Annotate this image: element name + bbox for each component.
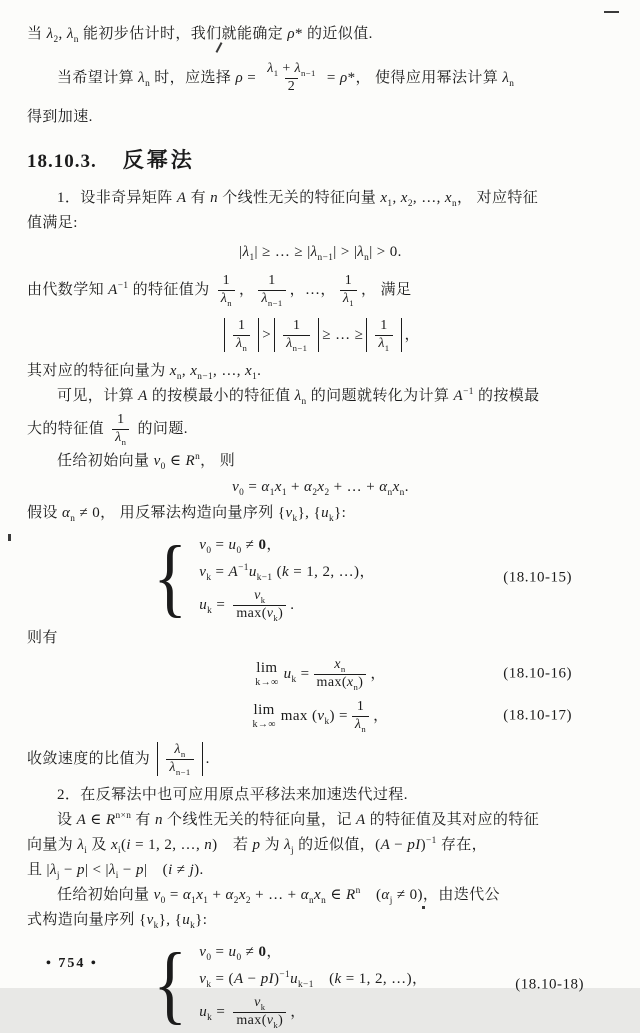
equation-text: $v_k = (A - pI)^{-1}u_{k-1}$ (k = 1, 2, …)， xyxy=(199,970,428,990)
equation-tail: ， xyxy=(290,1003,306,1020)
equation-line xyxy=(199,993,427,1031)
paragraph-2-intro: 2．在反幂法中也可应用原点平移法来加速迭代过程. xyxy=(57,787,408,803)
equation-limit-u xyxy=(27,653,614,695)
operator: > xyxy=(262,326,272,343)
fraction-numerator: $v_k$ xyxy=(254,587,266,605)
transform-pre: 大的特征值 xyxy=(27,420,109,437)
fraction-shift-value xyxy=(264,61,319,96)
paragraph-1a: 1．设非奇异矩阵 A 有 n 个线性无关的特征向量 $x_1$, $x_2$, …, $x_n$， 对应特征 xyxy=(57,190,539,209)
equation-text: $|\lambda_1|$ ≥ … ≥ $|\lambda_{n-1}| > |\lambda_n| > 0$. xyxy=(239,244,402,263)
paragraph-estimate: 当 $\lambda_2$, $\lambda_n$ 能初步估计时，我们就能确定 ρ* 的近似值. xyxy=(27,26,373,45)
separator: ， xyxy=(238,281,255,298)
transform-post: 的问题. xyxy=(133,420,188,437)
system-lines xyxy=(199,939,427,1031)
equation-limit-max-v xyxy=(27,695,614,737)
convergence-post: . xyxy=(205,750,210,767)
fraction-1-over-lambda-n xyxy=(112,412,129,447)
limit-word: lim xyxy=(253,701,275,718)
fraction-1-over-lambda-n xyxy=(218,273,235,308)
paragraph-2d: 任给初始向量 $v_0 = \alpha_1x_1 + \alpha_2x_2$ + … + $\alpha_nx_n$ ∈ $R^n$ $(\alpha_j \ne 0)$，由迭代公 xyxy=(57,886,500,906)
fraction-denominator: $\lambda_n$ xyxy=(218,290,235,308)
paragraph-inverse-eigenvalues xyxy=(27,269,614,311)
fraction-denominator: $\lambda_{n-1}$ xyxy=(258,290,285,308)
paragraph-assume-alpha: 假设 $\alpha_n \ne 0$， 用反幂法构造向量序列 $\{v_k\}$, $\{u_k\}$: xyxy=(27,505,347,524)
abs-bars xyxy=(274,318,319,353)
equation-text: $v_0 = u_0 \ne 0$， xyxy=(199,944,282,963)
left-brace: { xyxy=(153,936,188,1033)
fraction-denominator: $\lambda_1$ xyxy=(340,290,357,308)
equation-text: $v_0 = \alpha_1x_1 + \alpha_2x_2$ + … + $\alpha_nx_n$. xyxy=(232,479,409,498)
fraction-denominator: $\lambda_{n-1}$ xyxy=(283,335,310,353)
equation-number: (18.10-16) xyxy=(503,665,572,682)
abs-bars xyxy=(157,742,202,777)
fraction-denominator: $\max(x_n)$ xyxy=(314,674,367,692)
fraction-vk-over-max xyxy=(233,588,286,623)
left-brace: { xyxy=(153,529,188,626)
equation-lhs: $\max (v_k)$ = xyxy=(280,707,348,727)
paragraph-initial-vector: 任给初始向量 $v_0$ ∈ $R^n$， 则 xyxy=(57,452,236,472)
fraction-numerator: 1 xyxy=(344,272,353,288)
fraction-numerator: 1 xyxy=(293,317,301,333)
equation-line xyxy=(199,559,375,586)
inverse-eigen-post: ， 满足 xyxy=(361,281,412,298)
paragraph-eigenvectors: 其对应的特征向量为 $x_n$, $x_{n-1}$, …, $x_1$. xyxy=(27,363,262,382)
limit-subscript: k→∞ xyxy=(252,718,276,730)
equation-eigen-ordering xyxy=(27,239,614,266)
fraction-numerator: 1 xyxy=(268,272,276,288)
paragraph-2e: 式构造向量序列 $\{v_k\}$, $\{u_k\}$: xyxy=(27,912,208,931)
scan-artifact-dash xyxy=(604,11,619,13)
equation-line xyxy=(199,939,427,966)
fraction-numerator: 1 xyxy=(117,411,125,427)
paragraph-2b: 向量为 $\lambda_i$ 及 $x_i(i = 1$, 2, …, n) 若 p 为 $\lambda_j$ 的近似值，(A − pI)$^{-1}$ 存在， xyxy=(27,836,488,856)
fraction-denominator: $\max(v_k)$ xyxy=(233,1012,286,1030)
equation-lhs: $u_k$ = xyxy=(199,1003,230,1023)
limit-operator xyxy=(255,661,278,688)
paragraph-2a: 设 A ∈ $R^{n\times n}$ 有 n 个线性无关的特征向量，记 A 的特征值及其对应的特征 xyxy=(57,811,540,828)
equation-tail: ， xyxy=(373,707,389,724)
fraction xyxy=(233,318,250,353)
equation-number: (18.10-17) xyxy=(503,707,572,724)
fraction-xn-over-max xyxy=(314,657,367,692)
fraction-numerator: 1 xyxy=(237,317,246,333)
equation-tail: ， xyxy=(404,326,420,343)
separator: ，…， xyxy=(289,281,336,298)
fraction-denominator: $\lambda_{n-1}$ xyxy=(166,759,193,777)
abs-bars xyxy=(224,318,259,353)
paragraph-then: 则有 xyxy=(27,630,58,646)
equation-lhs: $u_k$ = xyxy=(199,596,230,616)
section-title: 反幂法 xyxy=(122,148,195,172)
fraction-numerator: $v_k$ xyxy=(254,994,266,1012)
equation-line xyxy=(199,966,427,993)
fraction-denominator: $\lambda_n$ xyxy=(112,429,129,447)
equation-inverse-ordering xyxy=(27,313,614,357)
operator: ≥ … ≥ xyxy=(322,326,364,343)
paragraph-convergence-ratio xyxy=(27,737,614,781)
equation-number: (18.10-15) xyxy=(503,569,572,586)
shift-choice-pre: 当希望计算 $\lambda_n$ 时，应选择 ρ = xyxy=(57,69,261,89)
fraction-denominator: $\max(v_k)$ xyxy=(233,605,286,623)
section-number: 18.10.3. xyxy=(27,151,97,172)
fraction-lambda-ratio xyxy=(166,742,193,777)
scan-artifact-tick xyxy=(8,534,11,541)
paragraph-transform-a: 可见，计算 A 的按模最小的特征值 $\lambda_n$ 的问题就转化为计算 $A^{-1}$ 的按模最 xyxy=(57,387,540,407)
fraction-1-over-lambda-n xyxy=(352,699,369,734)
paragraph-shift-choice xyxy=(27,55,614,101)
limit-subscript: k→∞ xyxy=(255,676,279,688)
limit-operator xyxy=(252,703,275,730)
fraction-1-over-lambda-1 xyxy=(340,273,357,308)
equation-number: (18.10-18) xyxy=(515,976,584,993)
limit-word: lim xyxy=(256,659,278,676)
fraction-denominator: 2 xyxy=(285,78,298,96)
abs-bars xyxy=(366,318,401,353)
fraction-numerator: 1 xyxy=(380,317,388,333)
fraction-numerator: 1 xyxy=(356,698,365,714)
equation-text: $v_0 = u_0 \ne 0$， xyxy=(199,537,282,556)
equation-text: $v_k = A^{-1}u_{k-1}$ (k = 1, 2, …)， xyxy=(199,563,375,583)
fraction xyxy=(283,318,310,353)
fraction-numerator: 1 xyxy=(222,272,231,288)
equation-v0-expansion xyxy=(27,474,614,501)
fraction-denominator: $\lambda_1$ xyxy=(375,335,392,353)
equation-line xyxy=(199,586,375,624)
convergence-pre: 收敛速度的比值为 xyxy=(27,750,155,767)
fraction-vk-over-max xyxy=(233,995,286,1030)
paragraph-transform-b xyxy=(27,409,614,449)
equation-tail: . xyxy=(290,596,295,613)
shift-choice-post: = ρ*， 使得应用幂法计算 $\lambda_n$ xyxy=(322,69,515,89)
system-lines xyxy=(199,532,375,624)
fraction-denominator: $\lambda_n$ xyxy=(352,716,369,734)
fraction-numerator: $\lambda_n$ xyxy=(174,741,186,759)
paragraph-2c: 且 $|\lambda_j - p| < |\lambda_i - p|$ (i ≠ j). xyxy=(27,862,204,881)
equation-line xyxy=(199,532,375,559)
paragraph-1b: 值满足: xyxy=(27,215,78,231)
inverse-eigen-pre: 由代数学知 $A^{-1}$ 的特征值为 xyxy=(27,280,214,298)
fraction-denominator: $\lambda_n$ xyxy=(233,335,250,353)
equation-system-18-10-18 xyxy=(149,936,614,1033)
scan-artifact-dot xyxy=(422,906,425,909)
paragraph-accelerate: 得到加速. xyxy=(27,109,93,125)
fraction-numerator: $x_n$ xyxy=(334,656,346,674)
section-heading xyxy=(27,144,614,174)
fraction xyxy=(375,318,392,353)
equation-lhs: $u_k$ = xyxy=(283,665,310,685)
page-number: • 754 • xyxy=(46,956,98,971)
equation-tail: ， xyxy=(370,665,386,682)
fraction-numerator: $\lambda_1 + \lambda_{n-1}$ xyxy=(267,60,316,78)
equation-system-18-10-15 xyxy=(149,529,614,626)
fraction-1-over-lambda-n-1 xyxy=(258,273,285,308)
